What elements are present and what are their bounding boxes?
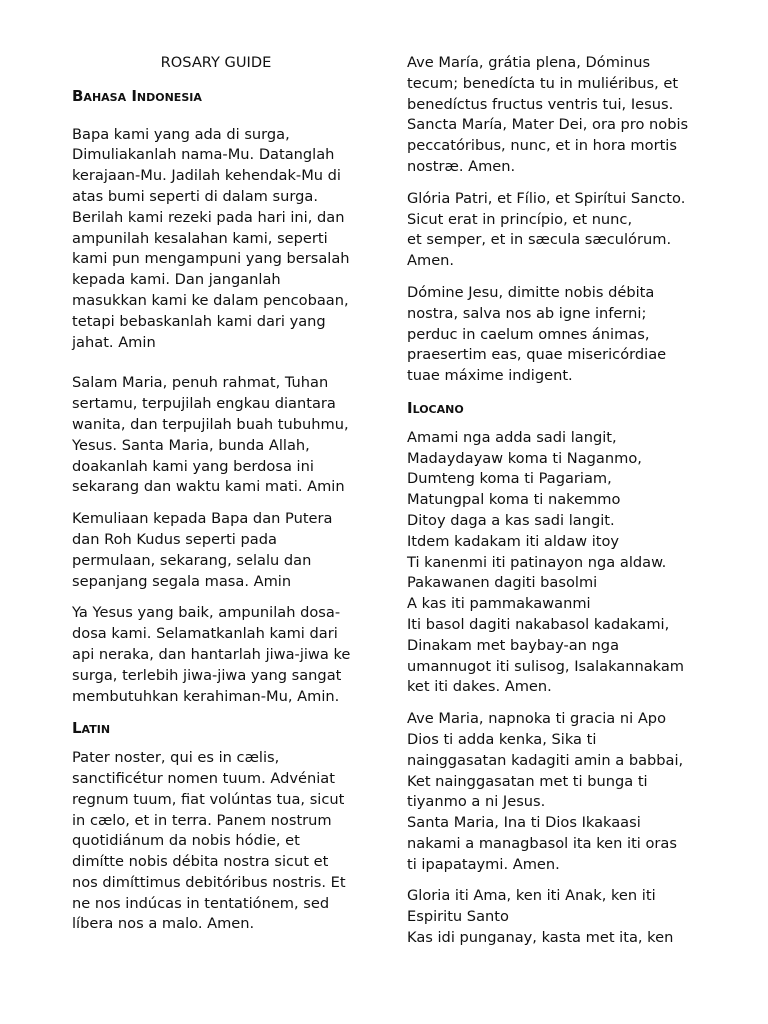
prayer-glory-be-latin: Glória Patri, et Fílio, et Spirítui Sancto. Sicut erat in princípio, et nunc, et semper, et in sæcula sæculórum. Amen. (407, 189, 686, 270)
prayer-fatima-latin: Dómine Jesu, dimitte nobis débita nostra, salva nos ab igne inferni; perduc in caelum omnes ánimas, praesertim eas, quae misericórdiae tuae máxime indigent. (407, 283, 667, 385)
page-title: ROSARY GUIDE (160, 54, 272, 71)
prayer-glory-be-indonesian: Kemuliaan kepada Bapa dan Putera dan Roh Kudus seperti pada permulaan, sekarang, selalu dan sepanjang segala masa. Amin (72, 510, 333, 590)
section-heading-latin: Latin (72, 719, 111, 738)
left-column (72, 53, 367, 946)
prayer-hail-mary-ilocano: Ave Maria, napnoka ti gracia ni Apo Dios ti adda kenka, Sika ti nainggasatan kadagiti amin a babbai, Ket nainggasatan met ti bunga ti tiyanmo a ni Jesus. Santa Maria, Ina ti Dios Ikakaasi nakami a managbasol ita ken iti oras ti ipapataymi. Amen. (407, 710, 684, 873)
right-column (407, 53, 702, 960)
prayer-hail-mary-indonesian: Salam Maria, penuh rahmat, Tuhan sertamu, terpujilah engkau diantara wanita, dan terpujilah buah tubuhmu, Yesus. Santa Maria, bunda Allah, doakanlah kami yang berdosa ini sekarang dan waktu kami mati. Amin (72, 374, 349, 496)
prayer-our-father-ilocano: Amami nga adda sadi langit, Madaydayaw koma ti Naganmo, Dumteng koma ti Pagariam, Matungpal koma ti nakemmo Ditoy daga a kas sadi langit. Itdem kadakam iti aldaw itoy Ti kanenmi iti patinayon nga aldaw. Pakawanen dagiti basolmi A kas iti pammakawanmi Iti basol dagiti nakabasol kadakami, Dinakam met baybay-an nga umannugot iti sulisog, Isalakannakam ket iti dakes. Amen. (407, 428, 684, 696)
prayer-hail-mary-latin: Ave María, grátia plena, Dóminus tecum; benedícta tu in muliéribus, et benedíctus fructus ventris tui, Iesus. Sancta María, Mater Dei, ora pro nobis peccatóribus, nunc, et in hora mortis nostræ. Amen. (407, 54, 689, 175)
section-heading-bahasa-indonesia: Bahasa Indonesia (72, 86, 202, 105)
prayer-our-father-indonesian: Bapa kami yang ada di surga, Dimuliakanlah nama-Mu. Datanglah kerajaan-Mu. Jadilah kehendak-Mu di atas bumi seperti di dalam surga. Berilah kami rezeki pada hari ini, dan ampunilah kesalahan kami, seperti kami pun mengampuni yang bersalah kepada kami. Dan janganlah masukkan kami ke dalam pencobaan, tetapi bebaskanlah kami dari yang jahat. Amin (72, 125, 350, 351)
prayer-glory-be-ilocano: Gloria iti Ama, ken iti Anak, ken iti Espiritu Santo Kas idi punganay, kasta met ita, ken (407, 887, 674, 947)
prayer-fatima-indonesian: Ya Yesus yang baik, ampunilah dosa- dosa kami. Selamatkanlah kami dari api neraka, dan hantarlah jiwa-jiwa ke surga, terlebih jiwa-jiwa yang sangat membutuhkan kerahiman-Mu, Amin. (72, 604, 351, 705)
prayer-our-father-latin: Pater noster, qui es in cælis, sanctificétur nomen tuum. Advéniat regnum tuum, fiat volúntas tua, sicut in cælo, et in terra. Panem nostrum quotidiánum da nobis hódie, et dimítte nobis débita nostra sicut et nos dimíttimus debitóribus nostris. Et ne nos indúcas in tentatiónem, sed líbera nos a malo. Amen. (72, 749, 346, 933)
section-heading-ilocano: Ilocano (407, 398, 464, 417)
